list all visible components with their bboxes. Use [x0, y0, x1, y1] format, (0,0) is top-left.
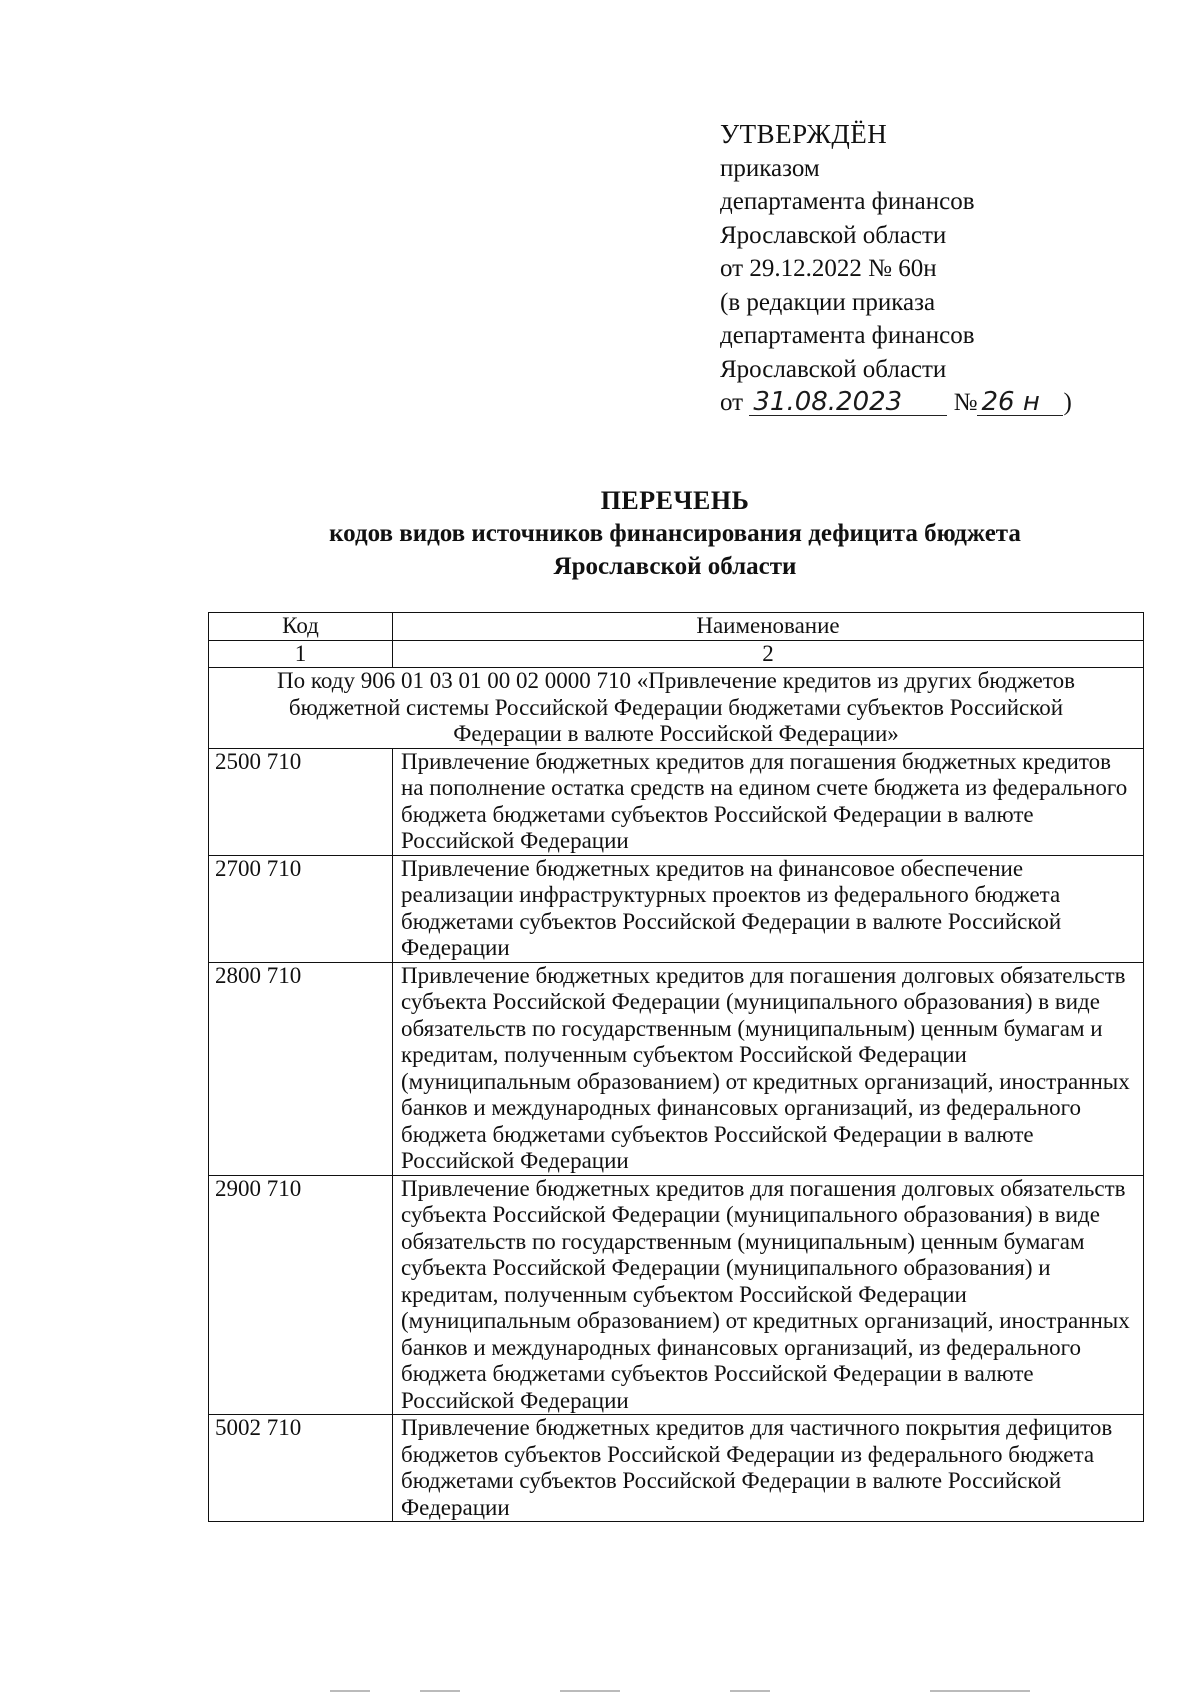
- row-code: 5002 710: [209, 1415, 393, 1522]
- approval-line-2: департамента финансов: [720, 188, 975, 215]
- number-sign: №: [953, 389, 978, 416]
- approval-block: [720, 118, 1160, 420]
- scan-mark: [730, 1690, 770, 1692]
- document-title: [210, 484, 1140, 583]
- table-row: [209, 1415, 1144, 1522]
- scan-mark: [930, 1690, 1030, 1692]
- row-name: Привлечение бюджетных кредитов для погашения долговых обязательств субъекта Российской Федерации (муниципального образования) в виде обязательств по государственным (муниципальным) ценным бумагам субъекта Российской Федерации (муниципального образования) и кредитам, полученным субъектом Российской Федерации (муниципальным образованием) от кредитных организаций, иностранных банков и международных финансовых организаций, из федерального бюджета бюджетами субъектов Российской Федерации в валюте Российской Федерации: [393, 1175, 1144, 1415]
- approval-line-4: от 29.12.2022 № 60н: [720, 255, 937, 282]
- codes-table: [208, 612, 1144, 1522]
- title-sub-2: Ярославской области: [553, 553, 797, 580]
- row-name: Привлечение бюджетных кредитов для частичного покрытия дефицитов бюджетов субъектов Российской Федерации из федерального бюджета бюджетами субъектов Российской Федерации в валюте Российской Федерации: [393, 1415, 1144, 1522]
- column-number-2: 2: [393, 640, 1144, 668]
- header-code: Код: [209, 613, 393, 641]
- approval-line-1: приказом: [720, 154, 820, 182]
- column-number-1: 1: [209, 640, 393, 668]
- row-name: Привлечение бюджетных кредитов для погашения долговых обязательств субъекта Российской Федерации (муниципального образования) в виде обязательств по государственным (муниципальным) ценным бумагам и кредитам, полученным субъектом Российской Федерации (муниципальным образованием) от кредитных организаций, иностранных банков и международных финансовых организаций, из федерального бюджета бюджетами субъектов Российской Федерации в валюте Российской Федерации: [393, 962, 1144, 1175]
- row-name: Привлечение бюджетных кредитов для погашения бюджетных кредитов на пополнение остатка средств на едином счете бюджета из федерального бюджета бюджетами субъектов Российской Федерации в валюте Российской Федерации: [393, 748, 1144, 855]
- approval-amendment-line: [720, 386, 1160, 420]
- column-number-row: [209, 640, 1144, 668]
- table-row: [209, 962, 1144, 1175]
- approval-from-prefix: от: [720, 389, 744, 416]
- approval-line-5: (в редакции приказа: [720, 288, 936, 316]
- table-row: [209, 748, 1144, 855]
- closing-paren: ): [1063, 389, 1072, 416]
- approval-line-6: департамента финансов: [720, 322, 975, 349]
- title-sub-1: кодов видов источников финансирования дефицита бюджета: [329, 520, 1021, 547]
- row-code: 2500 710: [209, 748, 393, 855]
- approval-line-7: Ярославской области: [720, 355, 947, 383]
- handwritten-date: 31.08.2023: [749, 389, 947, 416]
- handwritten-number: 26 н: [977, 389, 1063, 416]
- scan-mark: [560, 1690, 620, 1692]
- scan-footer-marks: [330, 1690, 1090, 1693]
- row-code: 2700 710: [209, 855, 393, 962]
- group-row: [209, 668, 1144, 749]
- approval-line-3: Ярославской области: [720, 221, 947, 249]
- table-header-row: [209, 613, 1144, 641]
- table-row: [209, 1175, 1144, 1415]
- approval-heading: УТВЕРЖДЁН: [720, 119, 888, 149]
- scan-mark: [420, 1690, 460, 1692]
- row-code: 2800 710: [209, 962, 393, 1175]
- group-description: По коду 906 01 03 01 00 02 0000 710 «Привлечение кредитов из других бюджетов бюджетной системы Российской Федерации бюджетами субъектов Российской Федерации в валюте Российской Федерации»: [209, 668, 1144, 749]
- row-code: 2900 710: [209, 1175, 393, 1415]
- row-name: Привлечение бюджетных кредитов на финансовое обеспечение реализации инфраструктурных проектов из федерального бюджета бюджетами субъектов Российской Федерации в валюте Российской Федерации: [393, 855, 1144, 962]
- title-main: ПЕРЕЧЕНЬ: [600, 486, 750, 515]
- table-row: [209, 855, 1144, 962]
- scan-mark: [330, 1690, 370, 1692]
- header-name: Наименование: [393, 613, 1144, 641]
